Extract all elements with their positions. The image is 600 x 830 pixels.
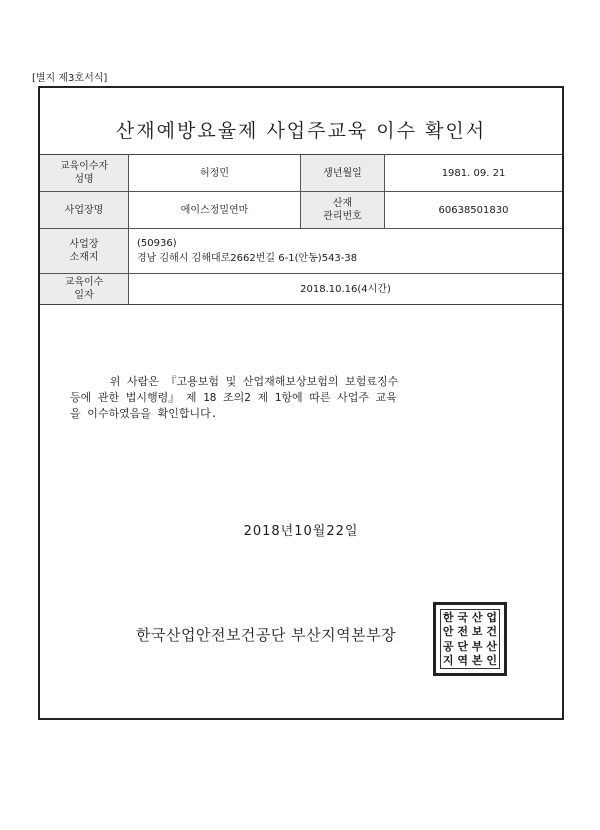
seal-character: 인 (486, 654, 498, 668)
seal-character: 업 (486, 610, 498, 624)
table-row (40, 155, 562, 191)
seal-character: 건 (486, 625, 498, 639)
birth-value: 1981. 09. 21 (384, 155, 562, 191)
seal-grid (440, 609, 500, 669)
seal-character: 공 (442, 639, 454, 653)
seal-character: 산 (471, 610, 483, 624)
info-table (40, 154, 562, 305)
table-row (40, 228, 562, 273)
address-value (128, 229, 562, 273)
table-row (40, 273, 562, 304)
issue-date: 2018년10월22일 (243, 524, 359, 539)
official-seal-icon (433, 602, 507, 676)
certification-statement: 위 사람은 『고용보험 및 산업재해보상보험의 보험료징수 등에 관한 법시행령』 제 18 조의2 제 1항에 따른 사업주 교육 을 이수하였음을 확인합니다. (70, 375, 399, 420)
address-label: 사업장 소재지 (40, 229, 128, 273)
postal-code: (50936) (137, 238, 177, 249)
certificate-frame (38, 86, 564, 720)
issuer-name: 한국산업안전보건공단 부산지역본부장 (136, 626, 397, 644)
seal-character: 안 (442, 625, 454, 639)
seal-character: 산 (486, 639, 498, 653)
seal-character: 역 (457, 654, 469, 668)
seal-character: 단 (457, 639, 469, 653)
seal-character: 국 (457, 610, 469, 624)
street-address: 경남 김해시 김해대로2662번길 6-1(안동)543-38 (137, 253, 358, 264)
seal-character: 한 (442, 610, 454, 624)
management-number-value: 60638501830 (384, 192, 562, 228)
birth-label: 생년월일 (300, 155, 384, 191)
workplace-value: 에이스정밀연마 (128, 192, 300, 228)
education-date-label: 교육이수 일자 (40, 274, 128, 304)
seal-character: 보 (471, 625, 483, 639)
seal-character: 지 (442, 654, 454, 668)
workplace-label: 사업장명 (40, 192, 128, 228)
form-number-label: [별지 제3호서식] (32, 73, 108, 84)
seal-character: 본 (471, 654, 483, 668)
seal-character: 부 (471, 639, 483, 653)
table-row (40, 191, 562, 228)
education-date-value: 2018.10.16(4시간) (128, 274, 562, 304)
seal-character: 전 (457, 625, 469, 639)
name-label: 교육이수자 성명 (40, 155, 128, 191)
document-title: 산재예방요율제 사업주교육 이수 확인서 (115, 120, 487, 142)
name-value: 허정민 (128, 155, 300, 191)
management-number-label: 산재 관리번호 (300, 192, 384, 228)
